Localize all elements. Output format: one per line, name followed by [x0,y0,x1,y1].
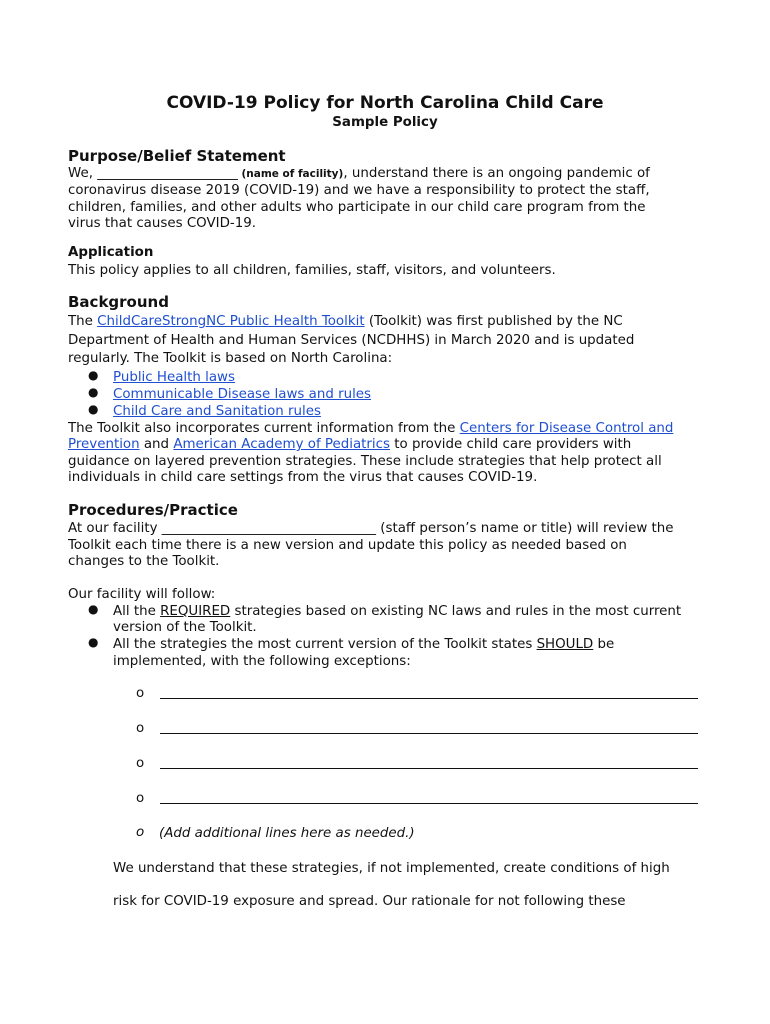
exception-fill-line-3[interactable] [160,768,698,769]
background-line-1-prefix: The [68,314,98,329]
background-line-4 [68,420,673,437]
purpose-heading: Purpose/Belief Statement [68,147,286,165]
aap-link[interactable]: American Academy of Pediatrics [173,437,390,452]
purpose-line-1 [68,165,650,183]
exception-fill-line-2[interactable] [160,733,698,734]
child-care-sanitation-link[interactable]: Child Care and Sanitation rules [113,404,321,419]
bullet-icon: ● [88,385,99,399]
should-suffix: be [593,637,615,652]
document-subtitle: Sample Policy [332,115,438,130]
purpose-line-3: children, families, and other adults who participate in our child care program from the [68,200,646,215]
background-heading: Background [68,293,169,311]
required-strategies-item [113,603,681,620]
cdc-link-continued[interactable]: Prevention [68,437,140,452]
toolkit-link[interactable]: ChildCareStrongNC Public Health Toolkit [97,314,365,329]
required-prefix: All the [113,604,161,619]
procedures-line-2: Toolkit each time there is a new version and update this policy as needed based on [68,538,627,553]
exception-marker: o [136,791,145,806]
bullet-icon: ● [88,635,99,649]
should-prefix: All the strategies the most current version of the Toolkit states [113,637,537,652]
facility-follow-text: Our facility will follow: [68,587,216,602]
should-keyword: SHOULD [536,637,594,652]
cdc-link[interactable]: Centers for Disease Control and [459,421,674,436]
required-strategies-line-2: version of the Toolkit. [113,620,257,635]
exception-marker: o [136,825,145,840]
exception-marker: o [136,721,145,736]
required-keyword: REQUIRED [160,604,231,619]
exception-fill-line-1[interactable] [160,698,698,699]
purpose-line-4: virus that causes COVID-19. [68,216,257,231]
purpose-line-1-prefix: We, _____________________ [68,166,238,181]
procedures-line-1: At our facility ________________________________ (staff person’s name or title) will review the [68,521,674,536]
background-line-5 [68,436,631,453]
understand-line-2: risk for COVID-19 exposure and spread. Our rationale for not following these [113,894,626,909]
purpose-line-1-suffix: , understand there is an ongoing pandemic of [343,166,650,181]
background-line-5-suffix: to provide child care providers with [390,437,632,452]
procedures-heading: Procedures/Practice [68,501,238,519]
application-heading: Application [68,245,154,260]
background-line-5-mid: and [139,437,174,452]
exception-marker: o [136,686,145,701]
exception-marker: o [136,756,145,771]
bullet-icon: ● [88,402,99,416]
background-line-4-prefix: The Toolkit also incorporates current information from the [68,421,460,436]
procedures-line-3: changes to the Toolkit. [68,554,220,569]
add-lines-note: (Add additional lines here as needed.) [159,826,415,841]
background-line-7: individuals in child care settings from the virus that causes COVID-19. [68,470,538,485]
exception-fill-line-4[interactable] [160,803,698,804]
application-text: This policy applies to all children, families, staff, visitors, and volunteers. [68,263,556,278]
purpose-line-2: coronavirus disease 2019 (COVID-19) and we have a responsibility to protect the staff, [68,183,650,198]
facility-name-field-label: (name of facility) [237,168,344,180]
understand-line-1: We understand that these strategies, if not implemented, create conditions of high [113,861,670,876]
should-strategies-item [113,636,614,653]
document-title: COVID-19 Policy for North Carolina Child Care [166,93,604,113]
bullet-icon: ● [88,602,99,616]
communicable-disease-link[interactable]: Communicable Disease laws and rules [113,387,372,402]
required-suffix: strategies based on existing NC laws and rules in the most current [230,604,682,619]
background-line-1-suffix: (Toolkit) was first published by the NC [364,314,623,329]
public-health-laws-link[interactable]: Public Health laws [113,370,235,385]
background-line-1 [68,313,623,330]
bullet-icon: ● [88,368,99,382]
background-line-2: Department of Health and Human Services (NCDHHS) in March 2020 and is updated [68,333,635,348]
should-strategies-line-2: implemented, with the following exceptions: [113,654,411,669]
background-line-3: regularly. The Toolkit is based on North Carolina: [68,351,393,366]
background-line-6: guidance on layered prevention strategies. These include strategies that help protect all [68,454,662,469]
